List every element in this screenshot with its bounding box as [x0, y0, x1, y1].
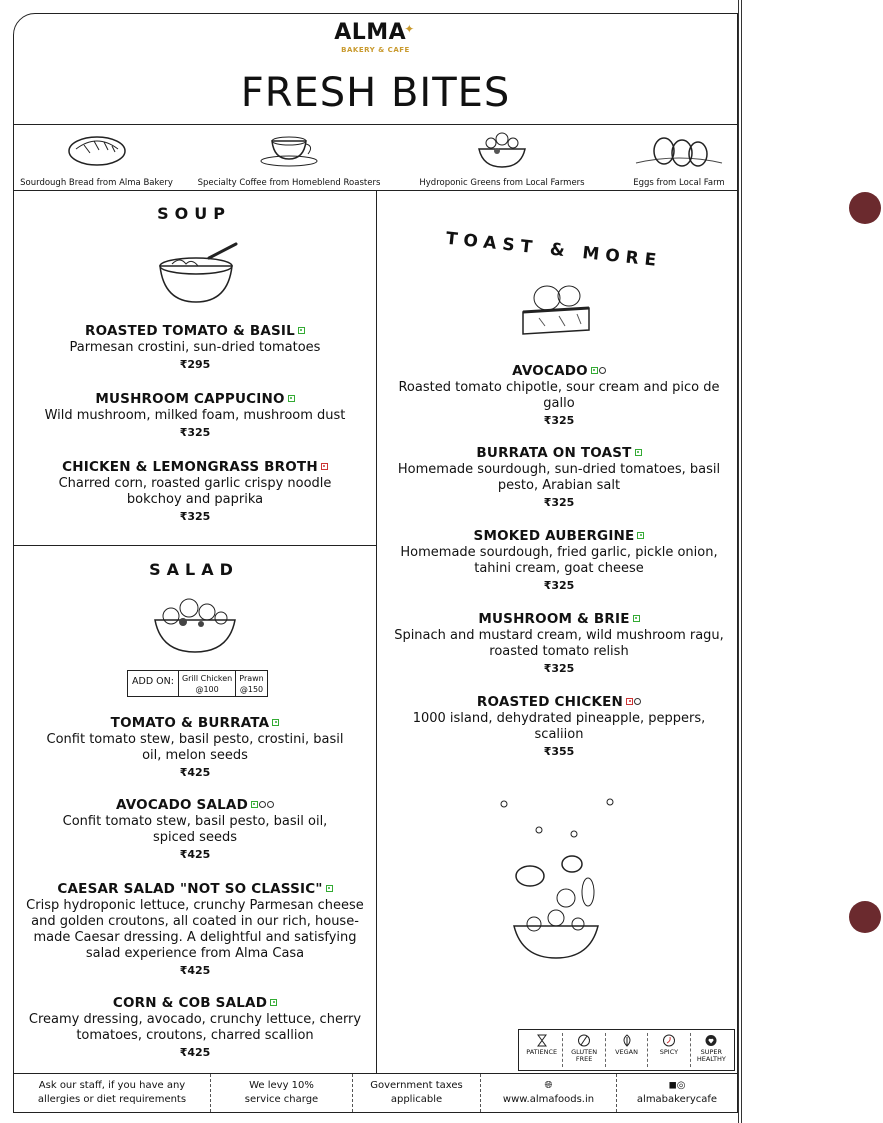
- brand-tagline: BAKERY & CAFE: [341, 46, 410, 54]
- menu-item: [394, 362, 724, 429]
- veg-icon: [637, 532, 644, 539]
- non-veg-icon: [321, 463, 328, 470]
- vegetable-splash-icon: [494, 794, 614, 964]
- brand-logo: [14, 22, 737, 54]
- brand-name: ALMA: [334, 20, 407, 45]
- social-cell: [616, 1074, 737, 1112]
- logo-flourish-icon: ✦: [404, 22, 415, 36]
- menu-page: [13, 13, 738, 1113]
- sources-band: [14, 124, 737, 191]
- source-label: Sourdough Bread from Alma Bakery: [20, 178, 173, 188]
- soup-bowl-icon: [154, 240, 244, 306]
- page-title: FRESH BITES: [240, 70, 511, 116]
- vegan-icon: [267, 801, 274, 808]
- toast-section-title: TOAST & MORE: [444, 228, 664, 272]
- legend-item: [605, 1033, 647, 1067]
- menu-item: [380, 610, 738, 677]
- vegan-icon: [599, 367, 606, 374]
- item-description: 1000 island, dehydrated pineapple, peppers, scaliion: [412, 711, 706, 742]
- item-description: Roasted tomato chipotle, sour cream and pico de gallo: [398, 380, 720, 411]
- menu-item: [14, 322, 376, 373]
- binder-hole: [849, 901, 881, 933]
- item-name: SMOKED AUBERGINE: [473, 528, 635, 544]
- column-divider: [376, 191, 377, 1073]
- veg-icon: [298, 327, 305, 334]
- bread-icon: [66, 129, 128, 167]
- item-description: Parmesan crostini, sun-dried tomatoes: [69, 340, 321, 355]
- menu-item: [18, 994, 372, 1061]
- item-price: ₹325: [543, 414, 575, 427]
- menu-item: [34, 458, 356, 525]
- page-edge-rule: [738, 0, 742, 1123]
- soup-section-title: SOUP: [157, 204, 231, 223]
- item-description: Crisp hydroponic lettuce, crunchy Parmesan cheese and golden croutons, all coated in our rich, house-made Caesar dressing. A delightful and satisfying salad experience from Alma Casa: [26, 898, 364, 961]
- source-label: Specialty Coffee from Homeblend Roasters: [197, 178, 381, 188]
- legend-label: SPICY: [659, 1048, 679, 1056]
- allergy-note: Ask our staff, if you have any allergies or diet requirements: [37, 1080, 187, 1105]
- item-price: ₹425: [179, 1046, 211, 1059]
- menu-item: [18, 880, 372, 979]
- item-description: Spinach and mustard cream, wild mushroom ragu, roasted tomato relish: [394, 628, 724, 659]
- section-divider: [14, 545, 377, 546]
- heart-icon: [705, 1034, 717, 1047]
- menu-item: [54, 796, 336, 863]
- gluten-free-icon: [259, 801, 266, 808]
- item-name: ROASTED CHICKEN: [476, 694, 624, 710]
- legend-label: VEGAN: [615, 1048, 638, 1056]
- veg-icon: [288, 395, 295, 402]
- source-bread: [14, 125, 179, 192]
- menu-item: [380, 527, 738, 594]
- vegan-icon: [634, 698, 641, 705]
- leaf-icon: [621, 1034, 633, 1047]
- item-price: ₹325: [179, 426, 211, 439]
- item-name: CAESAR SALAD "NOT SO CLASSIC": [57, 881, 323, 897]
- item-description: Homemade sourdough, fried garlic, pickle onion, tahini cream, goat cheese: [400, 545, 718, 576]
- item-price: ₹425: [179, 848, 211, 861]
- menu-item: [386, 444, 732, 511]
- binder-hole: [849, 192, 881, 224]
- legend-item: [647, 1033, 689, 1067]
- legend-label: PATIENCE: [526, 1048, 558, 1056]
- add-on-name: Prawn: [239, 674, 264, 683]
- item-name: AVOCADO SALAD: [116, 797, 248, 813]
- item-price: ₹355: [543, 745, 575, 758]
- legend-item: [690, 1033, 732, 1067]
- social-icons: ◼◎: [668, 1080, 686, 1091]
- item-price: ₹325: [179, 510, 211, 523]
- item-name: CORN & COB SALAD: [112, 995, 268, 1011]
- menu-item: [44, 714, 346, 781]
- service-charge-note: We levy 10% service charge: [210, 1074, 352, 1112]
- veg-icon: [326, 885, 333, 892]
- item-price: ₹295: [179, 358, 211, 371]
- toast-icon: [519, 278, 593, 338]
- greens-bowl-icon: [471, 129, 533, 169]
- add-on-label: ADD ON:: [132, 676, 174, 687]
- legend-label: GLUTEN FREE: [571, 1048, 598, 1063]
- eggs-icon: [634, 129, 724, 171]
- salad-bowl-icon: [149, 594, 241, 656]
- legend-item: [521, 1033, 562, 1067]
- tax-note: Government taxes applicable: [352, 1074, 480, 1112]
- item-price: ₹425: [179, 964, 211, 977]
- veg-icon: [270, 999, 277, 1006]
- item-description: Confit tomato stew, basil pesto, basil oil, spiced seeds: [62, 814, 328, 845]
- item-name: MUSHROOM CAPPUCINO: [95, 391, 285, 407]
- item-description: Wild mushroom, milked foam, mushroom dust: [44, 408, 346, 423]
- source-eggs: [620, 125, 738, 192]
- item-price: ₹325: [543, 579, 575, 592]
- item-description: Creamy dressing, avocado, crunchy lettuce, cherry tomatoes, croutons, charred scallion: [28, 1012, 362, 1043]
- source-label: Hydroponic Greens from Local Farmers: [419, 178, 585, 188]
- item-description: Charred corn, roasted garlic crispy noodle bokchoy and paprika: [58, 476, 332, 507]
- globe-icon: 🌐︎: [544, 1080, 553, 1091]
- menu-item: [14, 390, 376, 441]
- menu-item: [390, 693, 728, 760]
- hourglass-icon: [536, 1034, 548, 1047]
- add-on-box: [127, 670, 268, 697]
- chili-icon: [663, 1034, 675, 1047]
- veg-icon: [635, 449, 642, 456]
- coffee-cup-icon: [258, 129, 320, 167]
- legend-label: SUPER HEALTHY: [696, 1048, 726, 1063]
- add-on-option: [178, 671, 235, 696]
- source-greens: [412, 125, 592, 192]
- footer: [14, 1073, 737, 1112]
- add-on-price: @100: [195, 685, 219, 694]
- social-handle[interactable]: almabakerycafe: [636, 1094, 718, 1105]
- source-label: Eggs from Local Farm: [633, 178, 725, 188]
- veg-icon: [591, 367, 598, 374]
- item-name: BURRATA ON TOAST: [476, 445, 632, 461]
- legend-item: [562, 1033, 604, 1067]
- item-price: ₹325: [543, 662, 575, 675]
- wheat-icon: [578, 1034, 590, 1047]
- add-on-option: [235, 671, 267, 696]
- item-name: ROASTED TOMATO & BASIL: [85, 323, 295, 339]
- non-veg-icon: [626, 698, 633, 705]
- item-description: Confit tomato stew, basil pesto, crostini, basil oil, melon seeds: [46, 732, 344, 763]
- website-cell: [480, 1074, 616, 1112]
- item-name: AVOCADO: [512, 363, 588, 379]
- dietary-legend: [518, 1029, 735, 1071]
- veg-icon: [633, 615, 640, 622]
- item-name: CHICKEN & LEMONGRASS BROTH: [62, 459, 318, 475]
- item-name: TOMATO & BURRATA: [110, 715, 270, 731]
- source-coffee: [189, 125, 389, 192]
- add-on-name: Grill Chicken: [181, 674, 233, 683]
- item-price: ₹325: [543, 496, 575, 509]
- salad-section-title: SALAD: [149, 560, 239, 579]
- item-name: MUSHROOM & BRIE: [478, 611, 630, 627]
- veg-icon: [272, 719, 279, 726]
- website-link[interactable]: www.almafoods.in: [502, 1094, 595, 1105]
- item-description: Homemade sourdough, sun-dried tomatoes, basil pesto, Arabian salt: [397, 462, 721, 493]
- add-on-price: @150: [239, 685, 264, 694]
- veg-icon: [251, 801, 258, 808]
- item-price: ₹425: [179, 766, 211, 779]
